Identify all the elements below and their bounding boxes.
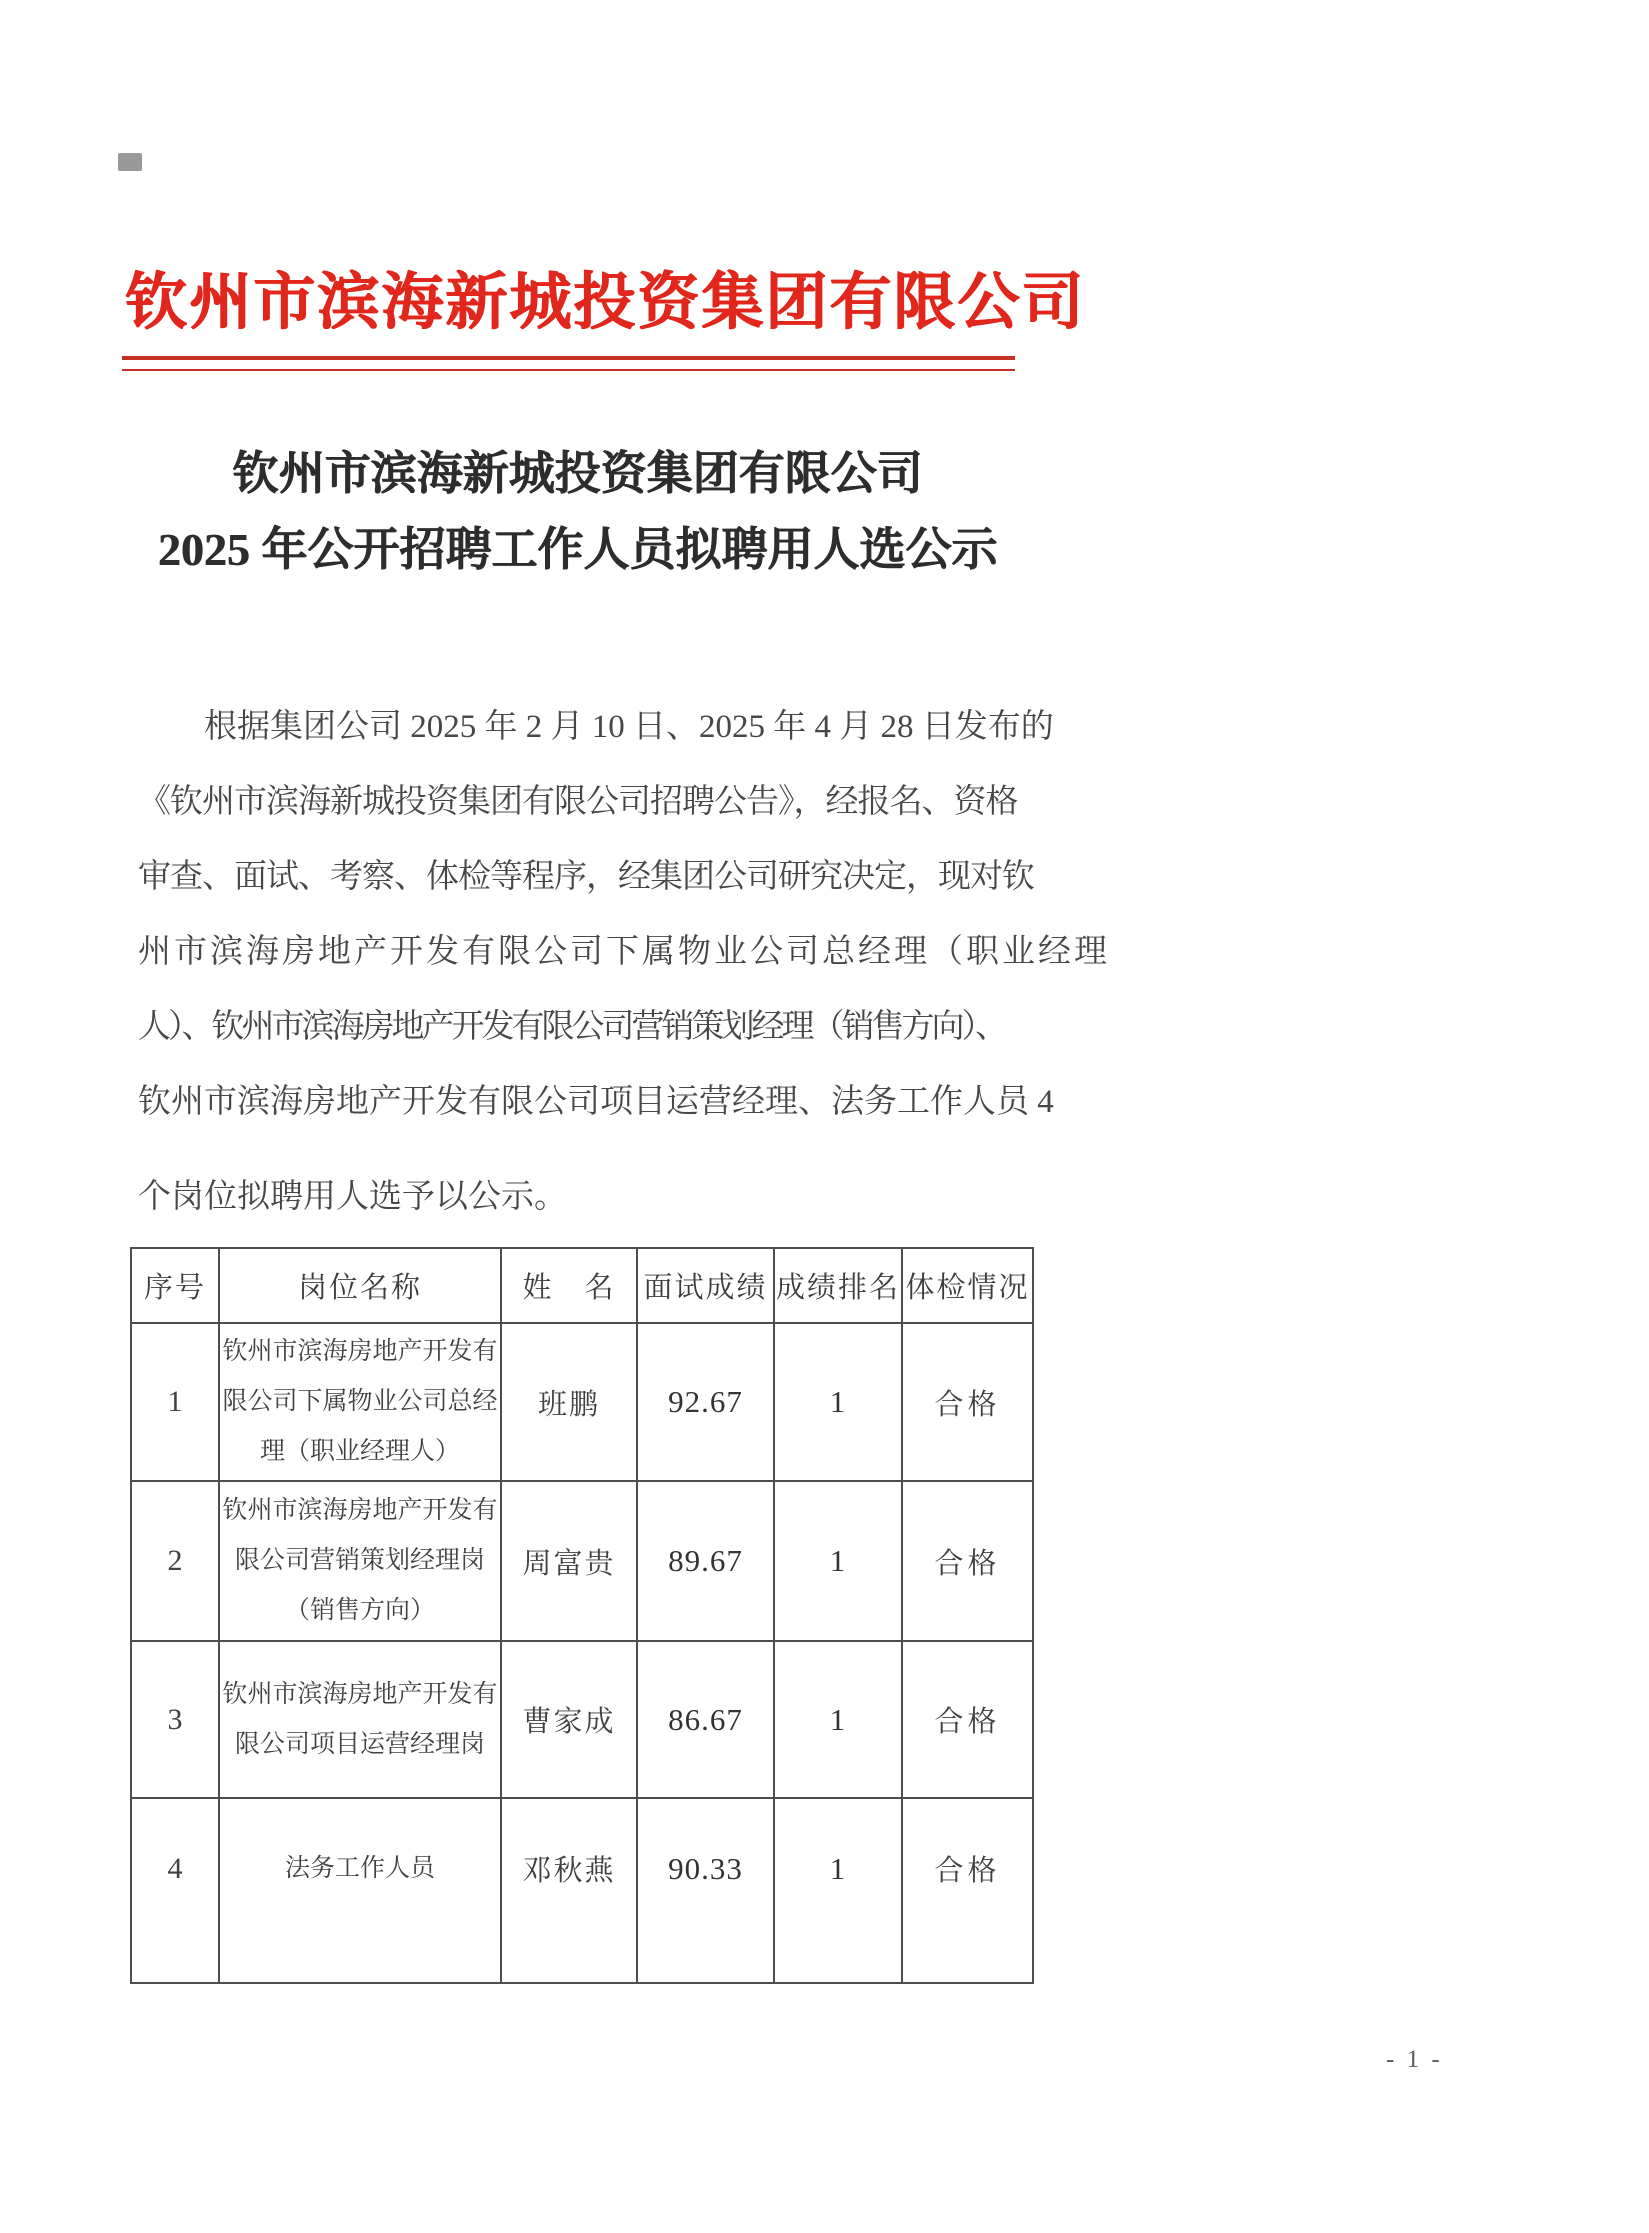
column-header-seq: 序号 bbox=[131, 1248, 219, 1323]
table-header-row bbox=[131, 1248, 1033, 1323]
body-line: 人）、钦州市滨海房地产开发有限公司营销策划经理（销售方向）、 bbox=[138, 1009, 1005, 1045]
cell-rank: 1 bbox=[774, 1481, 902, 1641]
column-header-rank: 成绩排名 bbox=[774, 1248, 902, 1323]
cell-seq: 3 bbox=[131, 1641, 219, 1798]
page-number: - 1 - bbox=[1386, 2046, 1443, 2073]
document-title-line1: 钦州市滨海新城投资集团有限公司 bbox=[232, 448, 923, 499]
cell-health: 合格 bbox=[902, 1798, 1033, 1983]
cell-score: 89.67 bbox=[637, 1481, 774, 1641]
column-header-score: 面试成绩 bbox=[637, 1248, 774, 1323]
candidates-table bbox=[130, 1247, 1034, 1984]
body-line: 钦州市滨海房地产开发有限公司项目运营经理、法务工作人员 4 bbox=[138, 1084, 1054, 1120]
cell-health: 合格 bbox=[902, 1323, 1033, 1481]
column-header-post: 岗位名称 bbox=[219, 1248, 501, 1323]
cell-health: 合格 bbox=[902, 1481, 1033, 1641]
column-header-health: 体检情况 bbox=[902, 1248, 1033, 1323]
cell-name: 班鹏 bbox=[501, 1323, 637, 1481]
cell-rank: 1 bbox=[774, 1641, 902, 1798]
cell-seq: 1 bbox=[131, 1323, 219, 1481]
letterhead-rule-thin bbox=[122, 369, 1015, 371]
body-line: 审查、面试、考察、体检等程序，经集团公司研究决定，现对钦 bbox=[138, 859, 1034, 895]
cell-post: 法务工作人员 bbox=[219, 1798, 501, 1983]
cell-seq: 2 bbox=[131, 1481, 219, 1641]
cell-score: 92.67 bbox=[637, 1323, 774, 1481]
scan-artifact bbox=[118, 153, 142, 171]
body-line: 个岗位拟聘用人选予以公示。 bbox=[138, 1179, 567, 1215]
column-header-name: 姓 名 bbox=[501, 1248, 637, 1323]
cell-name: 周富贵 bbox=[501, 1481, 637, 1641]
cell-post: 钦州市滨海房地产开发有限公司项目运营经理岗 bbox=[219, 1641, 501, 1798]
cell-seq: 4 bbox=[131, 1798, 219, 1983]
table-row bbox=[131, 1641, 1033, 1798]
table-row bbox=[131, 1481, 1033, 1641]
table-row bbox=[131, 1798, 1033, 1983]
document-title-line2: 2025 年公开招聘工作人员拟聘用人选公示 bbox=[157, 524, 998, 575]
cell-post: 钦州市滨海房地产开发有限公司下属物业公司总经理（职业经理人） bbox=[219, 1323, 501, 1481]
letterhead-rule-thick bbox=[122, 356, 1015, 360]
document-title bbox=[125, 436, 1030, 588]
cell-rank: 1 bbox=[774, 1798, 902, 1983]
cell-health: 合格 bbox=[902, 1641, 1033, 1798]
cell-score: 86.67 bbox=[637, 1641, 774, 1798]
body-line: 《钦州市滨海新城投资集团有限公司招聘公告》，经报名、资格 bbox=[138, 784, 1018, 820]
body-line: 州市滨海房地产开发有限公司下属物业公司总经理（职业经理 bbox=[138, 934, 1110, 970]
cell-name: 邓秋燕 bbox=[501, 1798, 637, 1983]
body-paragraph bbox=[138, 690, 1110, 1235]
letterhead-company-name: 钦州市滨海新城投资集团有限公司 bbox=[125, 269, 1086, 337]
cell-name: 曹家成 bbox=[501, 1641, 637, 1798]
cell-post: 钦州市滨海房地产开发有限公司营销策划经理岗（销售方向） bbox=[219, 1481, 501, 1641]
cell-score: 90.33 bbox=[637, 1798, 774, 1983]
table-row bbox=[131, 1323, 1033, 1481]
cell-rank: 1 bbox=[774, 1323, 902, 1481]
body-line: 根据集团公司 2025 年 2 月 10 日、2025 年 4 月 28 日发布的 bbox=[204, 709, 1054, 745]
